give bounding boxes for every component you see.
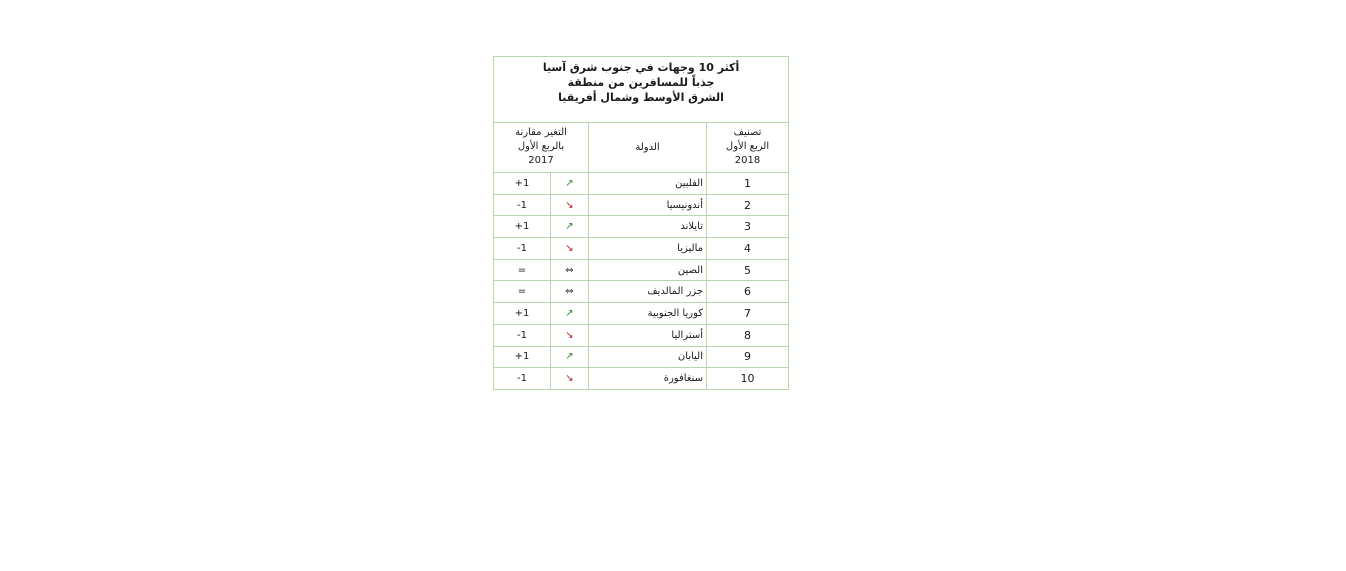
- rank-number: 9: [707, 346, 789, 368]
- header-rank-line-3: 2018: [734, 155, 761, 166]
- rank-number: 7: [707, 303, 789, 325]
- title-row: [494, 57, 789, 123]
- country-name: اليابان: [589, 346, 707, 368]
- arrow-up-icon: ↗: [551, 216, 589, 238]
- country-name: جزر المالديف: [589, 281, 707, 303]
- table-row: [494, 303, 789, 325]
- table-row: [494, 281, 789, 303]
- rank-number: 4: [707, 238, 789, 260]
- arrow-equal-icon: ⇔: [551, 259, 589, 281]
- rank-number: 8: [707, 324, 789, 346]
- change-value: +1: [494, 303, 551, 325]
- table-row: [494, 324, 789, 346]
- header-change: [494, 123, 589, 173]
- table-row: [494, 346, 789, 368]
- change-value: -1: [494, 368, 551, 390]
- country-name: تايلاند: [589, 216, 707, 238]
- destinations-table: [493, 56, 789, 390]
- change-value: =: [494, 259, 551, 281]
- table-row: [494, 368, 789, 390]
- table-row: [494, 259, 789, 281]
- rank-number: 2: [707, 194, 789, 216]
- table-body: [494, 173, 789, 390]
- arrow-down-icon: ↘: [551, 324, 589, 346]
- country-name: الفلبين: [589, 173, 707, 195]
- country-name: أندونيسيا: [589, 194, 707, 216]
- header-change-line-1: التغير مقارنة: [515, 127, 567, 138]
- rank-number: 5: [707, 259, 789, 281]
- title-line-2: جذباً للمسافرين من منطقة: [567, 76, 715, 89]
- change-value: +1: [494, 173, 551, 195]
- rank-number: 1: [707, 173, 789, 195]
- title-line-1: أكثر 10 وجهات في جنوب شرق آسيا: [542, 61, 740, 74]
- header-row: [494, 123, 789, 173]
- rank-number: 3: [707, 216, 789, 238]
- header-rank-line-1: تصنيف: [733, 127, 762, 138]
- arrow-up-icon: ↗: [551, 173, 589, 195]
- arrow-up-icon: ↗: [551, 346, 589, 368]
- arrow-down-icon: ↘: [551, 238, 589, 260]
- country-name: سنغافورة: [589, 368, 707, 390]
- header-change-line-3: 2017: [528, 155, 554, 166]
- rank-number: 10: [707, 368, 789, 390]
- country-name: ماليزيا: [589, 238, 707, 260]
- title-line-3: الشرق الأوسط وشمال أفريقيا: [558, 91, 724, 104]
- table-row: [494, 173, 789, 195]
- header-rank: [707, 123, 789, 173]
- change-value: -1: [494, 194, 551, 216]
- header-change-line-2: بالربع الأول: [517, 141, 565, 152]
- country-name: أستراليا: [589, 324, 707, 346]
- table-row: [494, 194, 789, 216]
- country-name: كوريا الجنوبية: [589, 303, 707, 325]
- rank-number: 6: [707, 281, 789, 303]
- destinations-table-container: [493, 56, 788, 390]
- change-value: =: [494, 281, 551, 303]
- country-name: الصين: [589, 259, 707, 281]
- arrow-down-icon: ↘: [551, 194, 589, 216]
- change-value: +1: [494, 346, 551, 368]
- table-title: [494, 57, 789, 123]
- table-row: [494, 238, 789, 260]
- arrow-down-icon: ↘: [551, 368, 589, 390]
- table-row: [494, 216, 789, 238]
- header-rank-line-2: الربع الأول: [725, 141, 770, 152]
- header-country: الدولة: [589, 123, 707, 173]
- change-value: -1: [494, 324, 551, 346]
- change-value: +1: [494, 216, 551, 238]
- arrow-equal-icon: ⇔: [551, 281, 589, 303]
- arrow-up-icon: ↗: [551, 303, 589, 325]
- change-value: -1: [494, 238, 551, 260]
